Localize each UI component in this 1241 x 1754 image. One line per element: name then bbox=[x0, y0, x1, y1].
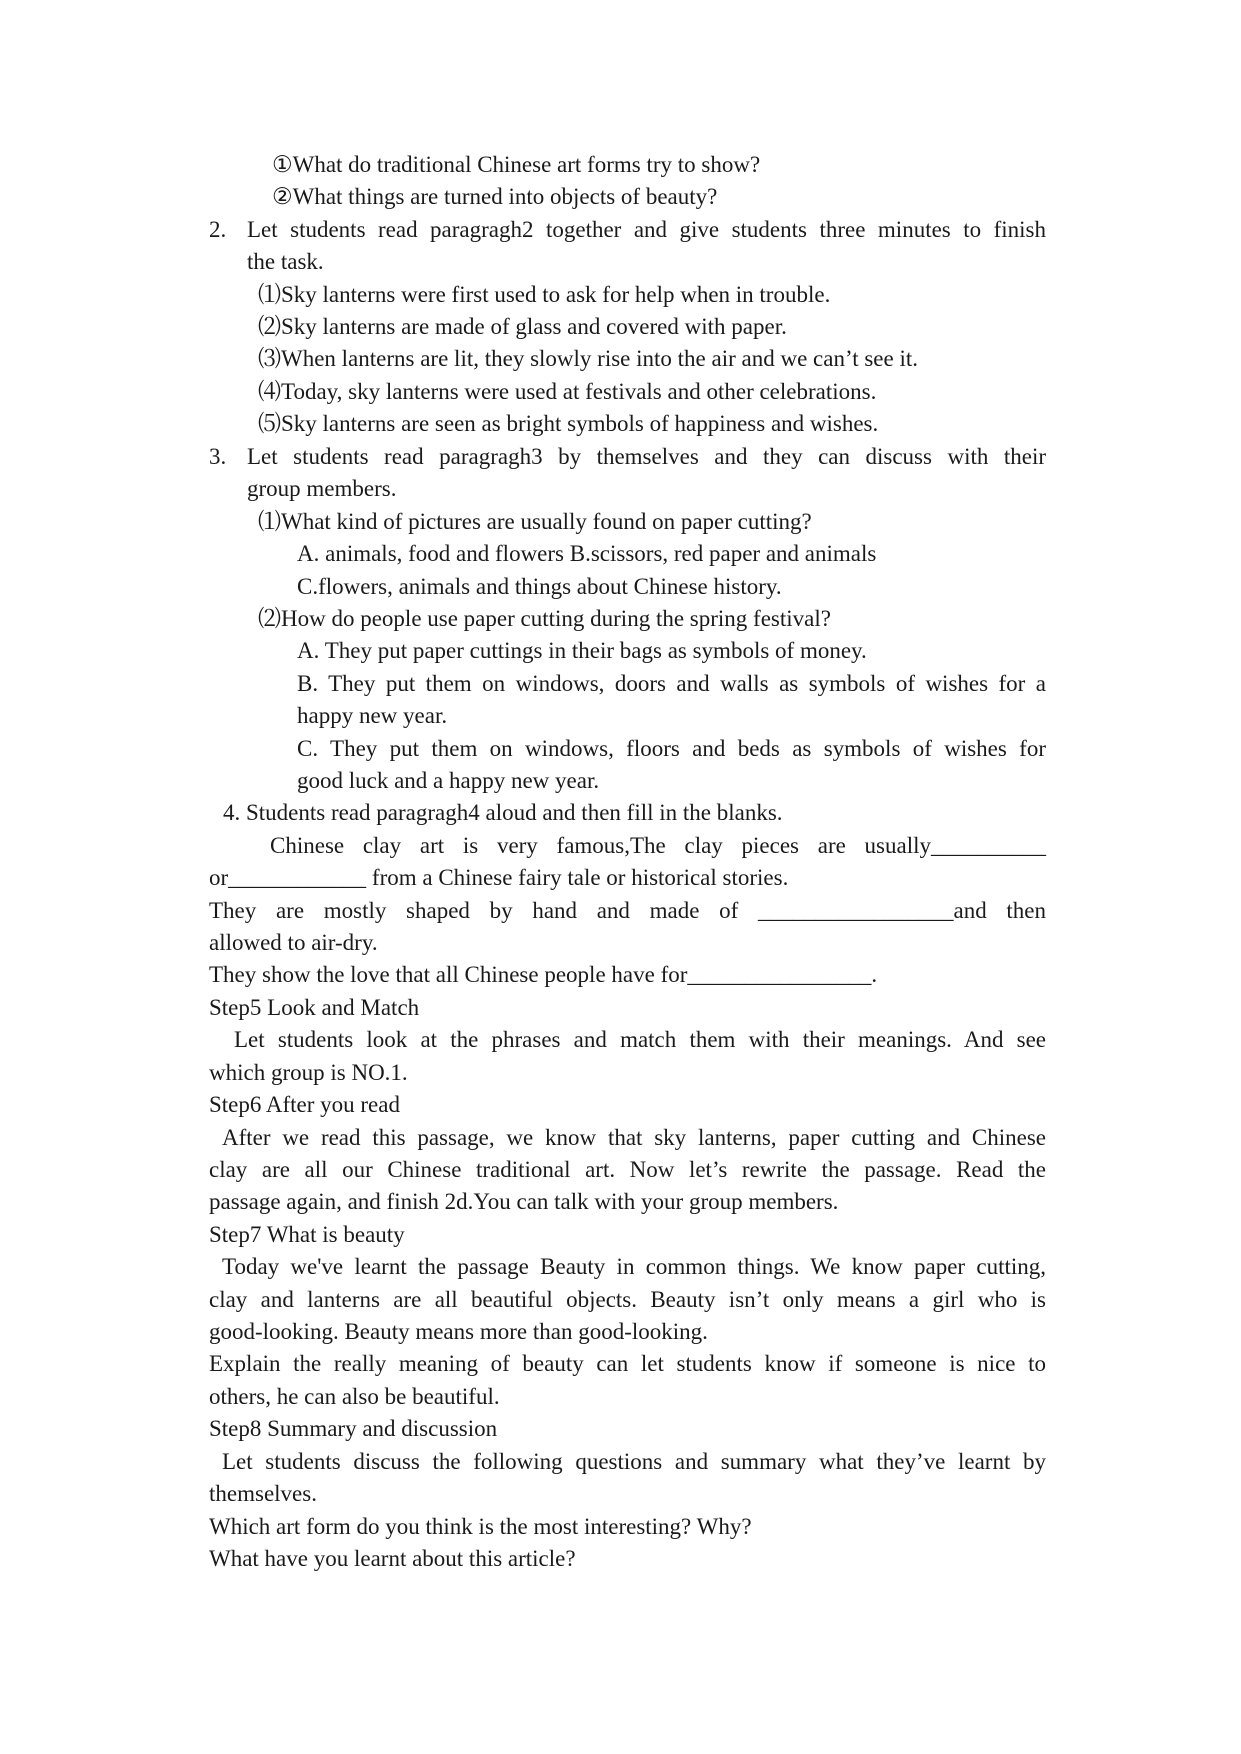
option-line: C.flowers, animals and things about Chinese history. bbox=[297, 574, 782, 599]
question-line: ②What things are turned into objects of beauty? bbox=[272, 184, 718, 209]
list-number: 3. bbox=[209, 444, 227, 469]
step-heading: Step5 Look and Match bbox=[209, 995, 420, 1020]
step-heading: Step6 After you read bbox=[209, 1092, 400, 1117]
option-line: A. animals, food and flowers B.scissors, red paper and animals bbox=[297, 541, 877, 566]
fill-blank-line: They show the love that all Chinese people have for________________. bbox=[209, 962, 878, 987]
statement-line: ⑴Sky lanterns were first used to ask for help when in trouble. bbox=[258, 282, 831, 307]
list-number: 2. bbox=[209, 217, 227, 242]
fill-blank-line: allowed to air-dry. bbox=[209, 930, 378, 955]
option-line: A. They put paper cuttings in their bags as symbols of money. bbox=[297, 638, 867, 663]
paragraph-line: Today we've learnt the passage Beauty in common things. We know paper cutting, bbox=[222, 1254, 1046, 1279]
paragraph-line: Explain the really meaning of beauty can let students know if someone is nice to bbox=[209, 1351, 1046, 1376]
question-line: Which art form do you think is the most interesting? Why? bbox=[209, 1514, 752, 1539]
paragraph-line: others, he can also be beautiful. bbox=[209, 1384, 500, 1409]
statement-line: ⑸Sky lanterns are seen as bright symbols of happiness and wishes. bbox=[258, 411, 879, 436]
instruction-line: group members. bbox=[247, 476, 397, 501]
statement-line: ⑶When lanterns are lit, they slowly rise into the air and we can’t see it. bbox=[258, 346, 918, 371]
option-line: good luck and a happy new year. bbox=[297, 768, 600, 793]
question-line: ①What do traditional Chinese art forms try to show? bbox=[272, 152, 761, 177]
step-heading: Step8 Summary and discussion bbox=[209, 1416, 498, 1441]
fill-blank-line: They are mostly shaped by hand and made of _________________and then bbox=[209, 898, 1046, 923]
paragraph-line: Let students look at the phrases and match them with their meanings. And see bbox=[234, 1027, 1046, 1052]
fill-blank-line: or____________ from a Chinese fairy tale or historical stories. bbox=[209, 865, 789, 890]
statement-line: ⑵Sky lanterns are made of glass and covered with paper. bbox=[258, 314, 787, 339]
fill-blank-line: Chinese clay art is very famous,The clay pieces are usually__________ bbox=[270, 833, 1046, 858]
paragraph-line: good-looking. Beauty means more than good-looking. bbox=[209, 1319, 708, 1344]
question-line: ⑵How do people use paper cutting during the spring festival? bbox=[258, 606, 831, 631]
paragraph-line: which group is NO.1. bbox=[209, 1060, 408, 1085]
instruction-line: the task. bbox=[247, 249, 324, 274]
instruction-line: 4. Students read paragragh4 aloud and then fill in the blanks. bbox=[223, 800, 783, 825]
option-line: C. They put them on windows, floors and beds as symbols of wishes for bbox=[297, 736, 1046, 761]
question-line: What have you learnt about this article? bbox=[209, 1546, 576, 1571]
statement-line: ⑷Today, sky lanterns were used at festivals and other celebrations. bbox=[258, 379, 877, 404]
paragraph-line: After we read this passage, we know that sky lanterns, paper cutting and Chinese bbox=[222, 1125, 1046, 1150]
option-line: B. They put them on windows, doors and walls as symbols of wishes for a bbox=[297, 671, 1046, 696]
step-heading: Step7 What is beauty bbox=[209, 1222, 405, 1247]
paragraph-line: clay are all our Chinese traditional art. Now let’s rewrite the passage. Read the bbox=[209, 1157, 1046, 1182]
paragraph-line: passage again, and finish 2d.You can talk with your group members. bbox=[209, 1189, 839, 1214]
paragraph-line: themselves. bbox=[209, 1481, 317, 1506]
question-line: ⑴What kind of pictures are usually found on paper cutting? bbox=[258, 509, 812, 534]
option-line: happy new year. bbox=[297, 703, 448, 728]
paragraph-line: clay and lanterns are all beautiful objects. Beauty isn’t only means a girl who is bbox=[209, 1287, 1046, 1312]
paragraph-line: Let students discuss the following questions and summary what they’ve learnt by bbox=[222, 1449, 1046, 1474]
instruction-line: Let students read paragragh2 together and give students three minutes to finish bbox=[247, 217, 1046, 242]
instruction-line: Let students read paragragh3 by themselves and they can discuss with their bbox=[247, 444, 1046, 469]
